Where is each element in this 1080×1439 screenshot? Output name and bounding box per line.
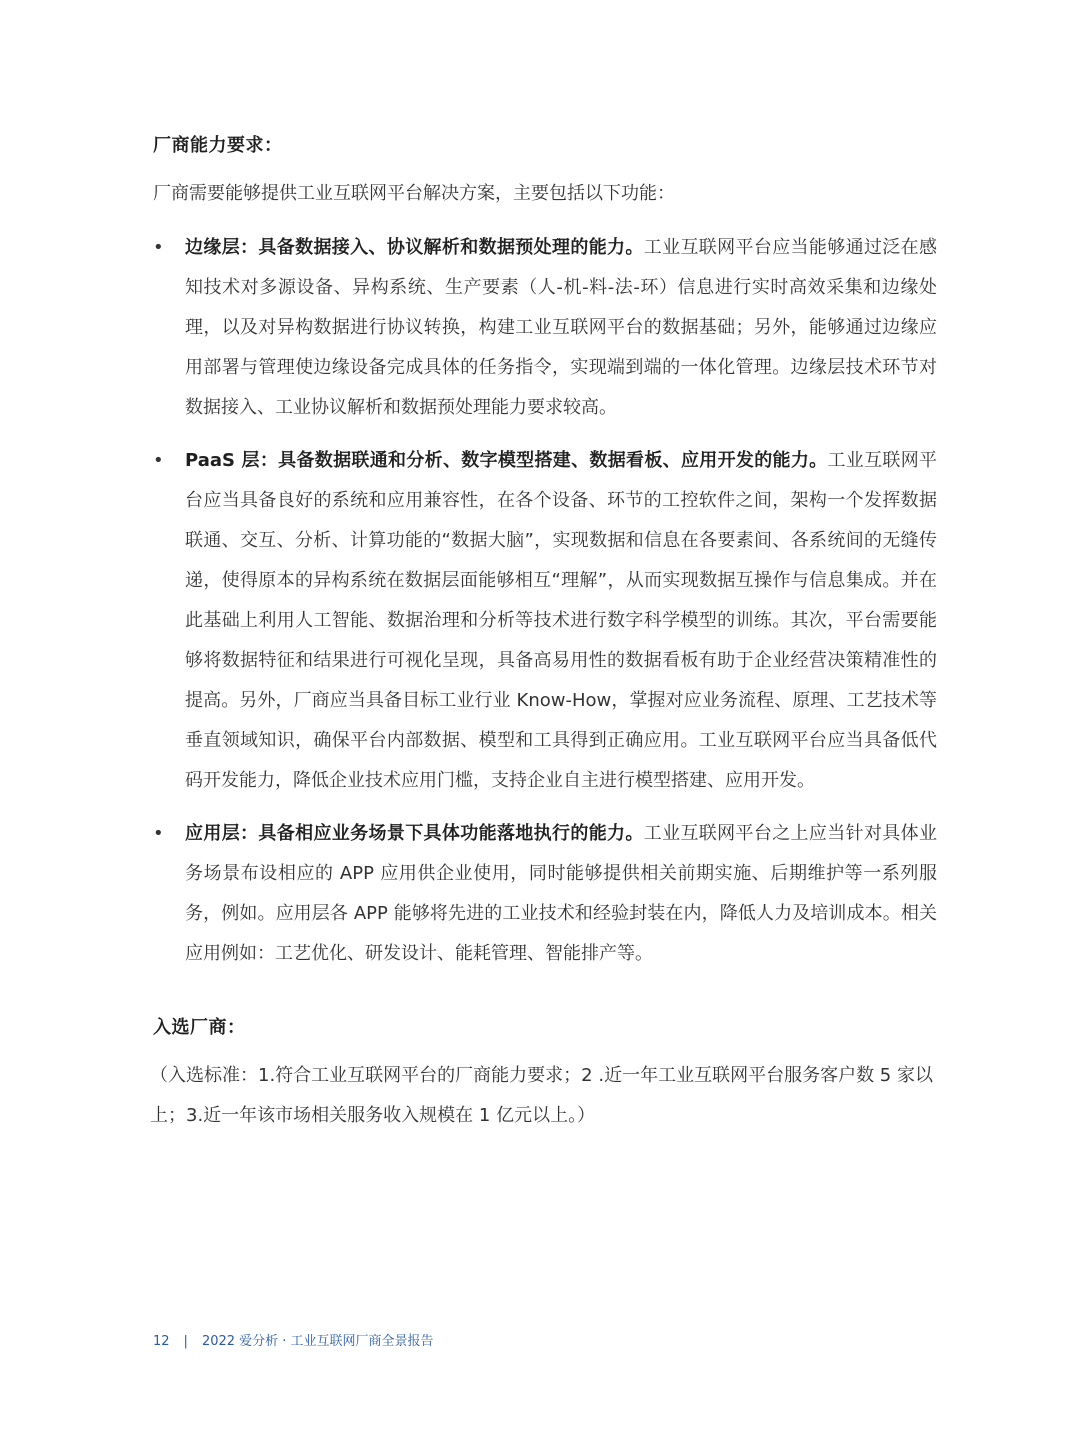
page-footer bbox=[153, 1330, 434, 1349]
bullet-paas-layer bbox=[153, 441, 943, 801]
report-title: 2022 爱分析 · 工业互联网厂商全景报告 bbox=[201, 1334, 434, 1349]
bullet-application-layer-body bbox=[185, 814, 937, 974]
bullet-dot: • bbox=[153, 823, 164, 844]
bullet-application-layer-text: 工业互联网平台之上应当针对具体业务场景布设相应的 APP 应用供企业使用，同时能够提供相关前期实施、后期维护等一系列服务，例如。应用层各 APP 能够将先进的工业技术和经验封装在内，降低人力及培训成本。相关应用例如：工艺优化、研发设计、能耗管理、智能排产等。 bbox=[185, 823, 937, 964]
bullet-paas-layer-title: PaaS 层：具备数据联通和分析、数字模型搭建、数据看板、应用开发的能力。 bbox=[185, 450, 828, 471]
bullet-edge-layer-text: 工业互联网平台应当能够通过泛在感知技术对多源设备、异构系统、生产要素（人-机-料-法-环）信息进行实时高效采集和边缘处理，以及对异构数据进行协议转换，构建工业互联网平台的数据基础；另外，能够通过边缘应用部署与管理使边缘设备完成具体的任务指令，实现端到端的一体化管理。边缘层技术环节对数据接入、工业协议解析和数据预处理能力要求较高。 bbox=[185, 237, 937, 418]
bullet-edge-layer-body bbox=[185, 228, 937, 428]
footer-separator: | bbox=[183, 1334, 188, 1349]
selected-vendors-heading: 入选厂商： bbox=[153, 1017, 246, 1038]
bullet-paas-layer-body bbox=[185, 441, 937, 801]
bullet-dot: • bbox=[153, 450, 164, 471]
bullet-dot: • bbox=[153, 237, 164, 258]
selection-criteria: （入选标准：1.符合工业互联网平台的厂商能力要求；2 .近一年工业互联网平台服务客户数 5 家以上；3.近一年该市场相关服务收入规模在 1 亿元以上。） bbox=[150, 1065, 933, 1126]
vendor-requirements-heading: 厂商能力要求： bbox=[153, 135, 283, 156]
bullet-application-layer bbox=[153, 814, 943, 974]
bullet-application-layer-title: 应用层：具备相应业务场景下具体功能落地执行的能力。 bbox=[185, 823, 644, 844]
bullet-edge-layer-title: 边缘层：具备数据接入、协议解析和数据预处理的能力。 bbox=[185, 237, 644, 258]
vendor-requirements-intro: 厂商需要能够提供工业互联网平台解决方案，主要包括以下功能： bbox=[153, 183, 675, 204]
bullet-paas-layer-text: 工业互联网平台应当具备良好的系统和应用兼容性，在各个设备、环节的工控软件之间，架构一个发挥数据联通、交互、分析、计算功能的“数据大脑”，实现数据和信息在各要素间、各系统间的无缝传递，使得原本的异构系统在数据层面能够相互“理解”，从而实现数据互操作与信息集成。并在此基础上利用人工智能、数据治理和分析等技术进行数字科学模型的训练。其次，平台需要能够将数据特征和结果进行可视化呈现，具备高易用性的数据看板有助于企业经营决策精准性的提高。另外，厂商应当具备目标工业行业 Know-How，掌握对应业务流程、原理、工艺技术等垂直领域知识，确保平台内部数据、模型和工具得到正确应用。工业互联网平台应当具备低代码开发能力，降低企业技术应用门槛，支持企业自主进行模型搭建、应用开发。 bbox=[185, 450, 938, 791]
bullet-edge-layer bbox=[153, 228, 943, 428]
page-number: 12 bbox=[153, 1334, 170, 1349]
